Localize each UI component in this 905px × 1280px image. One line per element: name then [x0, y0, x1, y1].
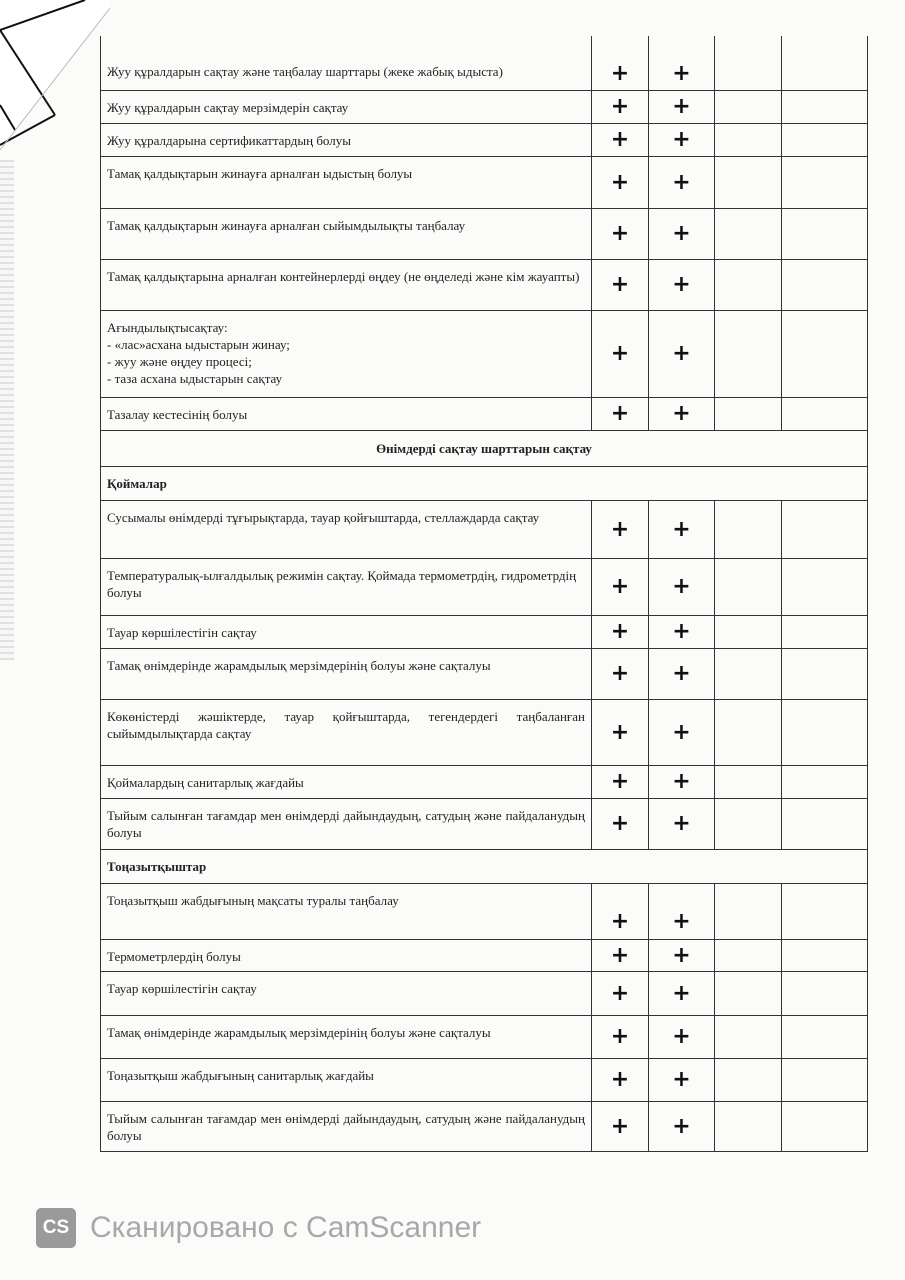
empty-cell — [782, 90, 868, 123]
check-mark: + — [592, 648, 649, 699]
empty-cell — [782, 699, 868, 765]
table-row — [101, 648, 868, 699]
empty-cell — [715, 971, 782, 1015]
empty-cell — [715, 615, 782, 648]
check-mark: + — [592, 1015, 649, 1058]
check-mark: + — [649, 765, 715, 798]
empty-cell — [715, 765, 782, 798]
empty-cell — [782, 1015, 868, 1058]
table-row — [101, 1101, 868, 1151]
check-mark: + — [592, 765, 649, 798]
check-mark: + — [592, 615, 649, 648]
checklist-table — [100, 36, 868, 1152]
check-mark: + — [592, 36, 649, 90]
table-row — [101, 156, 868, 208]
check-mark: + — [592, 558, 649, 615]
row-description: Тыйым салынған тағамдар мен өнімдерді дайындаудың, сатудың және пайдаланудың болуы — [101, 798, 592, 849]
row-description: Сусымалы өнімдерді тұғырықтарда, тауар қойғыштарда, стеллаждарда сақтау — [101, 500, 592, 558]
row-description: Термометрлердің болуы — [101, 939, 592, 971]
check-mark: + — [649, 699, 715, 765]
check-mark: + — [649, 259, 715, 310]
table-row — [101, 208, 868, 259]
row-description: Жуу құралдарын сақтау және таңбалау шарттары (жеке жабық ыдыста) — [101, 36, 592, 90]
check-mark: + — [649, 648, 715, 699]
scanner-watermark — [36, 1208, 481, 1248]
row-description: Тамақ қалдықтарын жинауға арналған сыйымдылықты таңбалау — [101, 208, 592, 259]
empty-cell — [715, 500, 782, 558]
empty-cell — [782, 558, 868, 615]
camscanner-logo: CS — [36, 1208, 76, 1248]
table-row — [101, 939, 868, 971]
subsection-row — [101, 849, 868, 883]
empty-cell — [782, 648, 868, 699]
row-description: Жуу құралдарына сертификаттардың болуы — [101, 123, 592, 156]
check-mark: + — [649, 615, 715, 648]
row-description: Тамақ өнімдерінде жарамдылық мерзімдерінің болуы және сақталуы — [101, 1015, 592, 1058]
watermark-text: Сканировано с CamScanner — [90, 1211, 482, 1244]
check-mark: + — [649, 1015, 715, 1058]
check-mark: + — [649, 310, 715, 397]
empty-cell — [782, 310, 868, 397]
subsection-row — [101, 466, 868, 500]
section-title: Өнімдерді сақтау шарттарын сақтау — [101, 430, 868, 466]
row-description: Тауар көршілестігін сақтау — [101, 971, 592, 1015]
empty-cell — [782, 798, 868, 849]
row-description: Тоңазытқыш жабдығының мақсаты туралы таңбалау — [101, 883, 592, 939]
table-row — [101, 90, 868, 123]
check-mark: + — [592, 699, 649, 765]
table-row — [101, 765, 868, 798]
check-mark: + — [649, 208, 715, 259]
check-mark: + — [592, 500, 649, 558]
check-mark: + — [592, 310, 649, 397]
check-mark: + — [649, 1058, 715, 1101]
empty-cell — [715, 939, 782, 971]
empty-cell — [715, 883, 782, 939]
empty-cell — [715, 1101, 782, 1151]
empty-cell — [715, 1015, 782, 1058]
empty-cell — [782, 208, 868, 259]
table-row — [101, 699, 868, 765]
empty-cell — [782, 1101, 868, 1151]
empty-cell — [782, 765, 868, 798]
row-description: Қоймалардың санитарлық жағдайы — [101, 765, 592, 798]
table-row — [101, 615, 868, 648]
empty-cell — [715, 699, 782, 765]
empty-cell — [782, 397, 868, 430]
check-mark: + — [649, 971, 715, 1015]
empty-cell — [715, 259, 782, 310]
folded-corner-graphic — [0, 0, 110, 150]
row-description: Тамақ қалдықтарын жинауға арналған ыдыстың болуы — [101, 156, 592, 208]
empty-cell — [782, 36, 868, 90]
empty-cell — [715, 123, 782, 156]
empty-cell — [782, 883, 868, 939]
check-mark: + — [649, 123, 715, 156]
check-mark: + — [592, 90, 649, 123]
table-row — [101, 36, 868, 90]
check-mark: + — [592, 798, 649, 849]
row-description: Ағындылықтысақтау: - «лас»асхана ыдыстарын жинау; - жуу және өңдеу процесі; - таза асхана ыдыстарын сақтау — [101, 310, 592, 397]
empty-cell — [715, 397, 782, 430]
empty-cell — [782, 156, 868, 208]
empty-cell — [782, 971, 868, 1015]
check-mark: + — [592, 208, 649, 259]
empty-cell — [715, 90, 782, 123]
check-mark: + — [649, 883, 715, 939]
row-description: Тауар көршілестігін сақтау — [101, 615, 592, 648]
empty-cell — [715, 558, 782, 615]
check-mark: + — [649, 397, 715, 430]
empty-cell — [715, 798, 782, 849]
table-row — [101, 883, 868, 939]
empty-cell — [715, 36, 782, 90]
check-mark: + — [592, 939, 649, 971]
row-description: Температуралық-ылғалдылық режимін сақтау. Қоймада термометрдің, гидрометрдің болуы — [101, 558, 592, 615]
row-description: Тоңазытқыш жабдығының санитарлық жағдайы — [101, 1058, 592, 1101]
row-description: Тазалау кестесінің болуы — [101, 397, 592, 430]
empty-cell — [715, 648, 782, 699]
table-row — [101, 500, 868, 558]
check-mark: + — [592, 1058, 649, 1101]
empty-cell — [782, 939, 868, 971]
check-mark: + — [649, 156, 715, 208]
table-row — [101, 259, 868, 310]
check-mark: + — [649, 90, 715, 123]
empty-cell — [782, 500, 868, 558]
row-description: Көкөністерді жәшіктерде, тауар қойғыштарда, тегендердегі таңбаланған сыйымдылықтарда сақтау — [101, 699, 592, 765]
check-mark: + — [592, 397, 649, 430]
table-row — [101, 798, 868, 849]
subsection-title: Тоңазытқыштар — [101, 849, 868, 883]
check-mark: + — [592, 156, 649, 208]
empty-cell — [782, 259, 868, 310]
empty-cell — [782, 615, 868, 648]
table-row — [101, 123, 868, 156]
empty-cell — [715, 1058, 782, 1101]
empty-cell — [715, 156, 782, 208]
row-description: Тамақ өнімдерінде жарамдылық мерзімдерінің болуы және сақталуы — [101, 648, 592, 699]
table-row — [101, 1058, 868, 1101]
check-mark: + — [649, 1101, 715, 1151]
check-mark: + — [592, 971, 649, 1015]
check-mark: + — [649, 939, 715, 971]
empty-cell — [782, 123, 868, 156]
check-mark: + — [649, 798, 715, 849]
check-mark: + — [592, 883, 649, 939]
check-mark: + — [592, 1101, 649, 1151]
row-description: Тыйым салынған тағамдар мен өнімдерді дайындаудың, сатудың және пайдаланудың болуы — [101, 1101, 592, 1151]
section-header-row — [101, 430, 868, 466]
check-mark: + — [592, 123, 649, 156]
check-mark: + — [649, 36, 715, 90]
check-mark: + — [592, 259, 649, 310]
row-description: Тамақ қалдықтарына арналған контейнерлерді өңдеу (не өңделеді және кім жауапты) — [101, 259, 592, 310]
empty-cell — [715, 310, 782, 397]
scan-edge-artifact — [0, 160, 14, 660]
subsection-title: Қоймалар — [101, 466, 868, 500]
table-row — [101, 558, 868, 615]
empty-cell — [715, 208, 782, 259]
table-row — [101, 310, 868, 397]
table-row — [101, 971, 868, 1015]
check-mark: + — [649, 558, 715, 615]
row-description: Жуу құралдарын сақтау мерзімдерін сақтау — [101, 90, 592, 123]
table-row — [101, 397, 868, 430]
table-row — [101, 1015, 868, 1058]
empty-cell — [782, 1058, 868, 1101]
check-mark: + — [649, 500, 715, 558]
